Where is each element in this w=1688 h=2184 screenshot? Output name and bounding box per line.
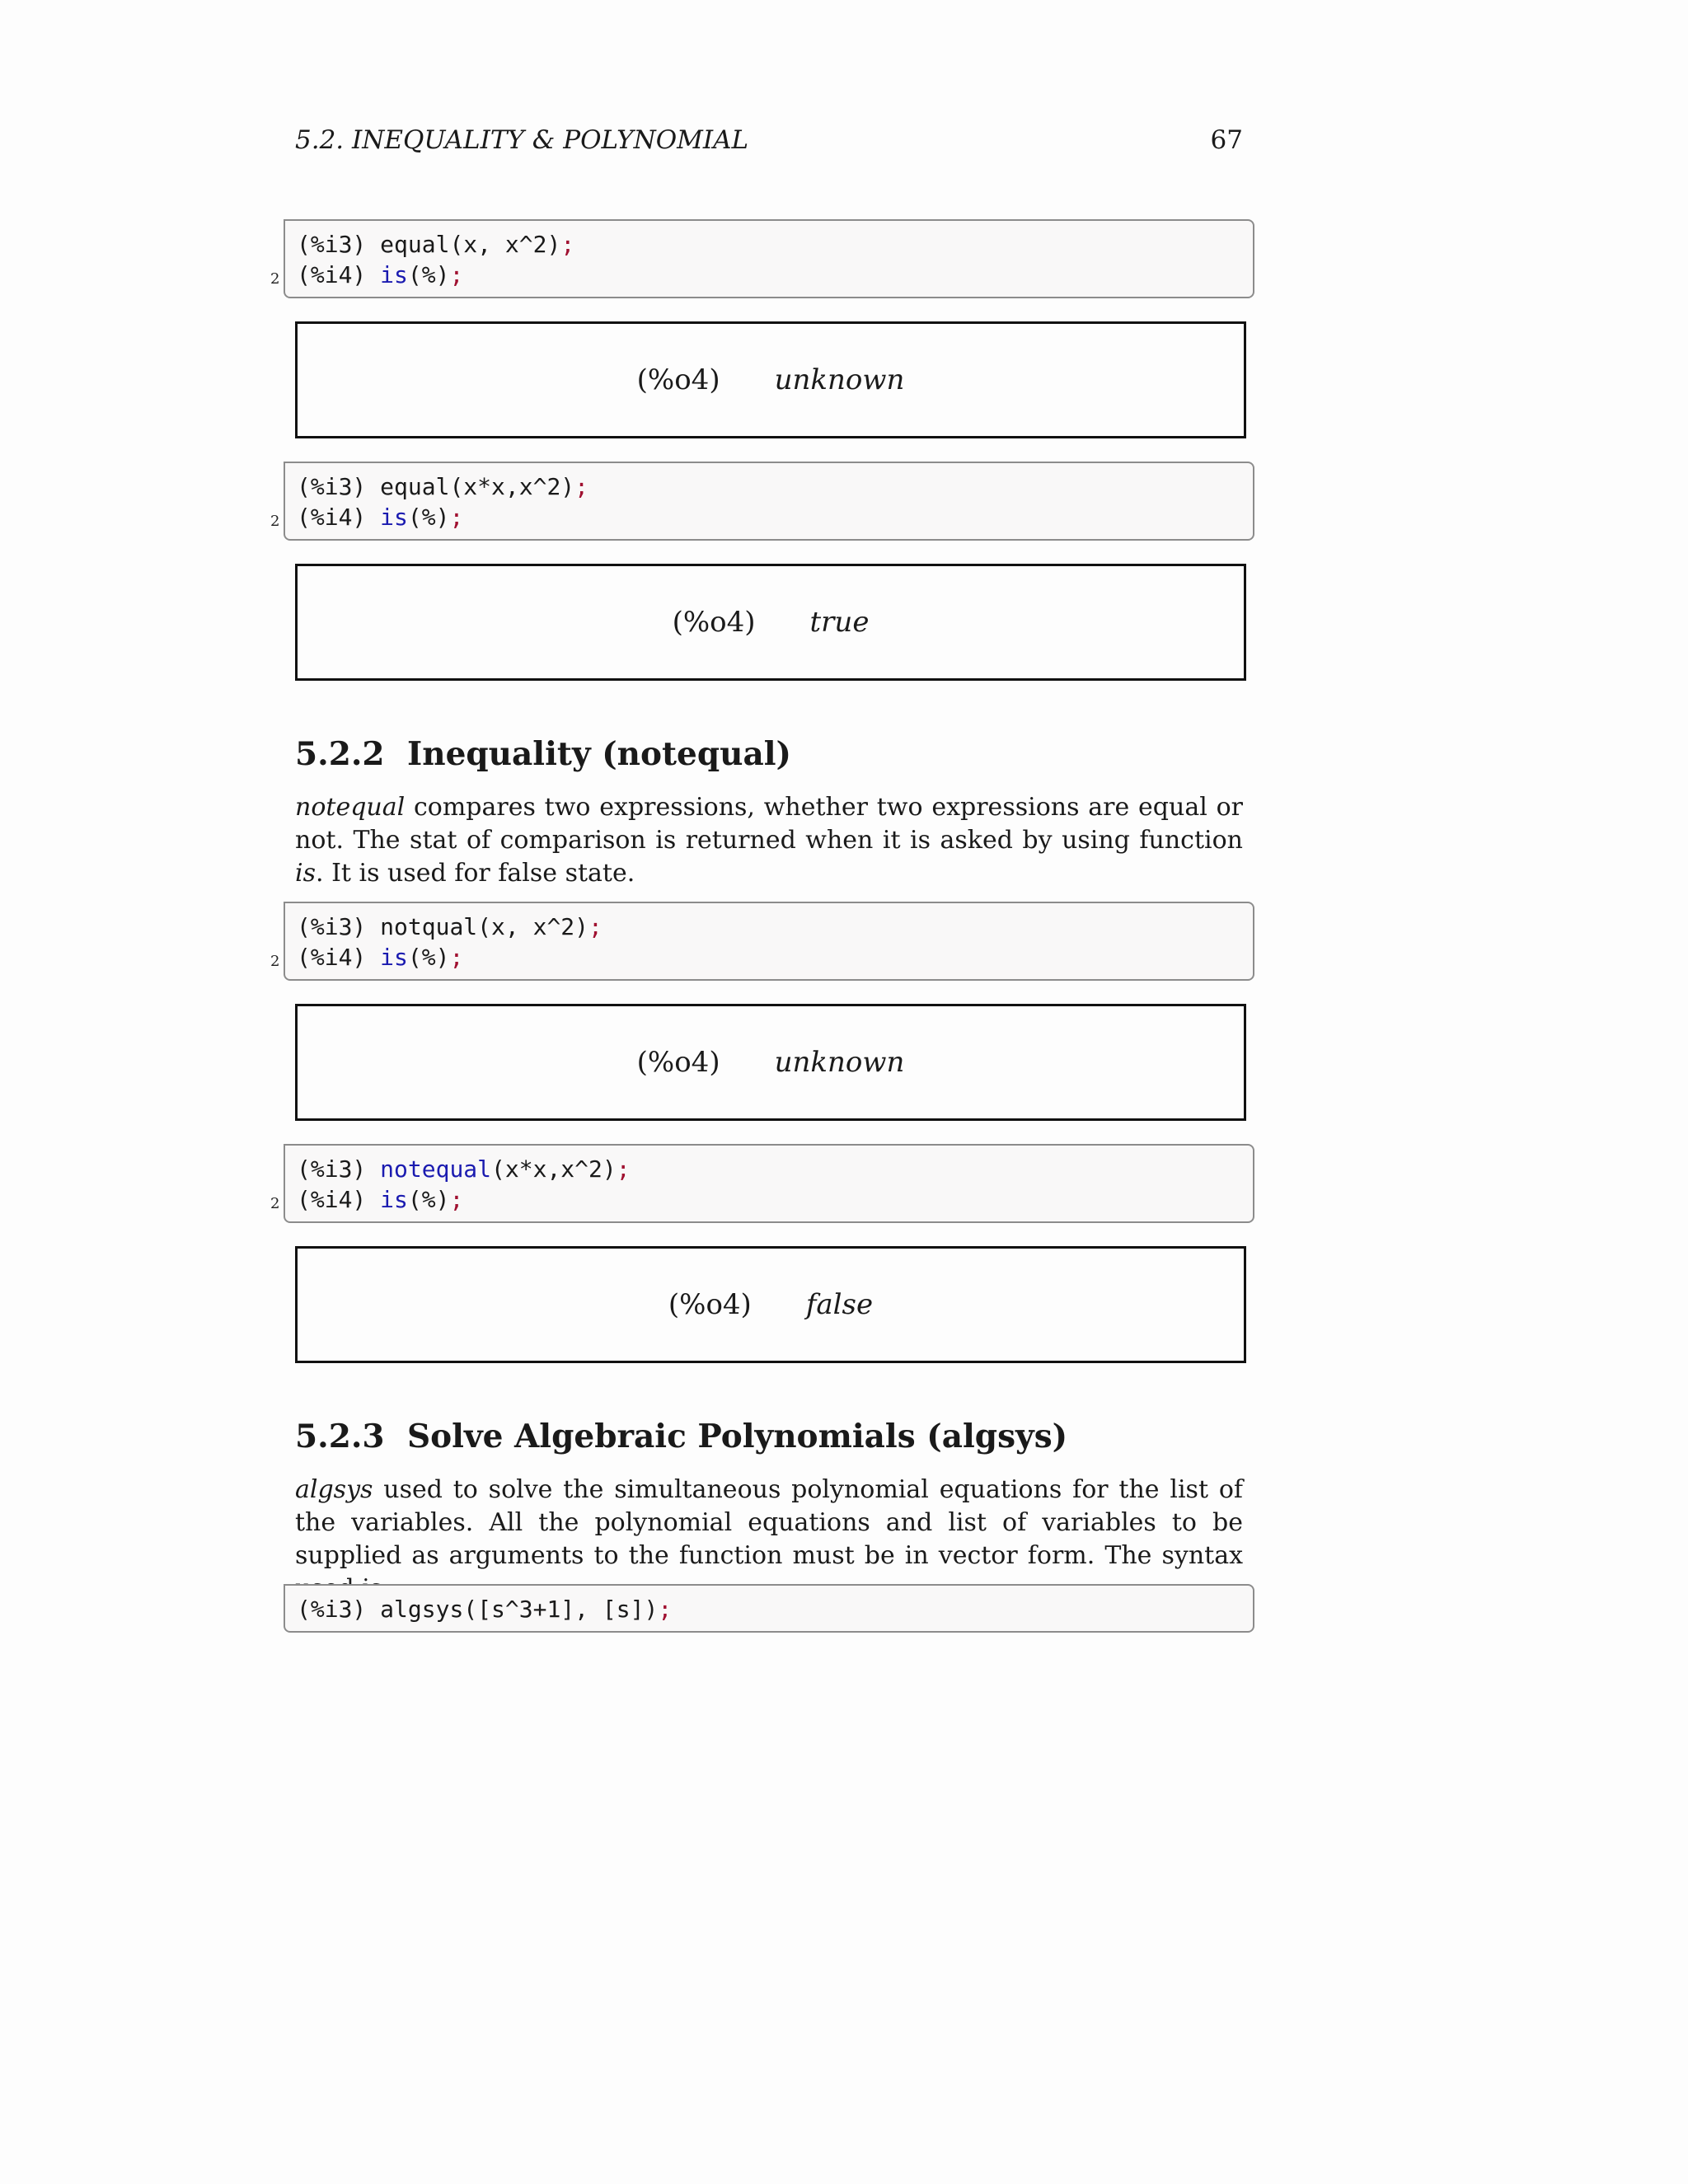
input-prompt: (%i3) [297,231,381,258]
code-block [270,462,1254,541]
code-text: (x*x,x^2) [491,1155,617,1183]
code-line [270,942,1253,972]
term-is: is [295,859,316,888]
code-semicolon: ; [449,261,464,288]
input-prompt: (%i4) [297,1186,381,1213]
section-title: Inequality (notequal) [407,735,792,773]
code-keyword: is [380,1186,408,1213]
output-box [295,1004,1246,1121]
code-line [270,1184,1253,1215]
code-line [297,1154,1253,1184]
code-semicolon: ; [616,1155,631,1183]
code-semicolon: ; [449,944,464,971]
code-line [297,912,1253,942]
header-title: 5.2. INEQUALITY & POLYNOMIAL [295,125,749,155]
output-label: (%o4) [636,1046,720,1079]
code-text: equal(x, x^2) [380,231,561,258]
code-semicolon: ; [560,231,575,258]
code-line [270,502,1253,532]
code-text: (%) [407,261,450,288]
output-result: unknown [774,1046,905,1079]
code-block [284,1584,1254,1633]
code-keyword: is [380,261,408,288]
output-label: (%o4) [672,606,756,639]
line-number: 2 [270,513,280,530]
section-heading [295,735,791,773]
term-algsys: algsys [295,1475,373,1504]
code-text: equal(x*x,x^2) [380,473,575,500]
code-block [270,219,1254,298]
output-result: unknown [774,363,905,396]
paragraph [295,791,1243,890]
output-box [295,564,1246,681]
code-text: algsys([s^3+1], [s]) [380,1596,659,1623]
code-keyword: is [380,504,408,531]
output-box [295,321,1246,438]
code-block [270,902,1254,981]
code-keyword: is [380,944,408,971]
term-notequal: notequal [295,793,406,822]
input-prompt: (%i3) [297,913,381,940]
code-line [297,229,1253,260]
code-line [270,260,1253,290]
output-label: (%o4) [636,363,720,396]
input-prompt: (%i4) [297,504,381,531]
input-prompt: (%i3) [297,1596,381,1623]
code-block [270,1144,1254,1223]
paragraph-text: used to solve the simultaneous polynomial equations for the list of the variables. All the polynomial equations and list of variables to be supplied as arguments to the function must be in vector form. The syntax [295,1475,1243,1570]
code-text: (%) [407,944,450,971]
page-number: 67 [1210,125,1243,155]
code-semicolon: ; [449,504,464,531]
paragraph-text: . It is used for false state. [316,859,635,888]
line-number: 2 [270,1195,280,1212]
input-prompt: (%i4) [297,944,381,971]
code-semicolon: ; [449,1186,464,1213]
code-semicolon: ; [658,1596,673,1623]
code-semicolon: ; [588,913,603,940]
code-text: (%) [407,504,450,531]
line-number: 2 [270,953,280,970]
input-prompt: (%i3) [297,1155,381,1183]
section-title: Solve Algebraic Polynomials (algsys) [407,1418,1068,1455]
section-number: 5.2.3 [295,1418,385,1455]
code-text: (%) [407,1186,450,1213]
paragraph-text: compares two expressions, whether two expressions are equal or not. The stat of comparison is returned when it is asked by using function [295,793,1243,855]
code-line [297,471,1253,502]
output-result: true [809,606,870,639]
output-result: false [805,1288,874,1321]
code-text: notqual(x, x^2) [380,913,589,940]
running-header [295,125,1243,155]
code-line [297,1594,1253,1624]
line-number: 2 [270,270,280,288]
code-keyword: notequal [380,1155,492,1183]
output-label: (%o4) [668,1288,752,1321]
code-semicolon: ; [574,473,589,500]
input-prompt: (%i4) [297,261,381,288]
output-box [295,1246,1246,1363]
input-prompt: (%i3) [297,473,381,500]
section-heading [295,1418,1067,1455]
section-number: 5.2.2 [295,735,385,773]
